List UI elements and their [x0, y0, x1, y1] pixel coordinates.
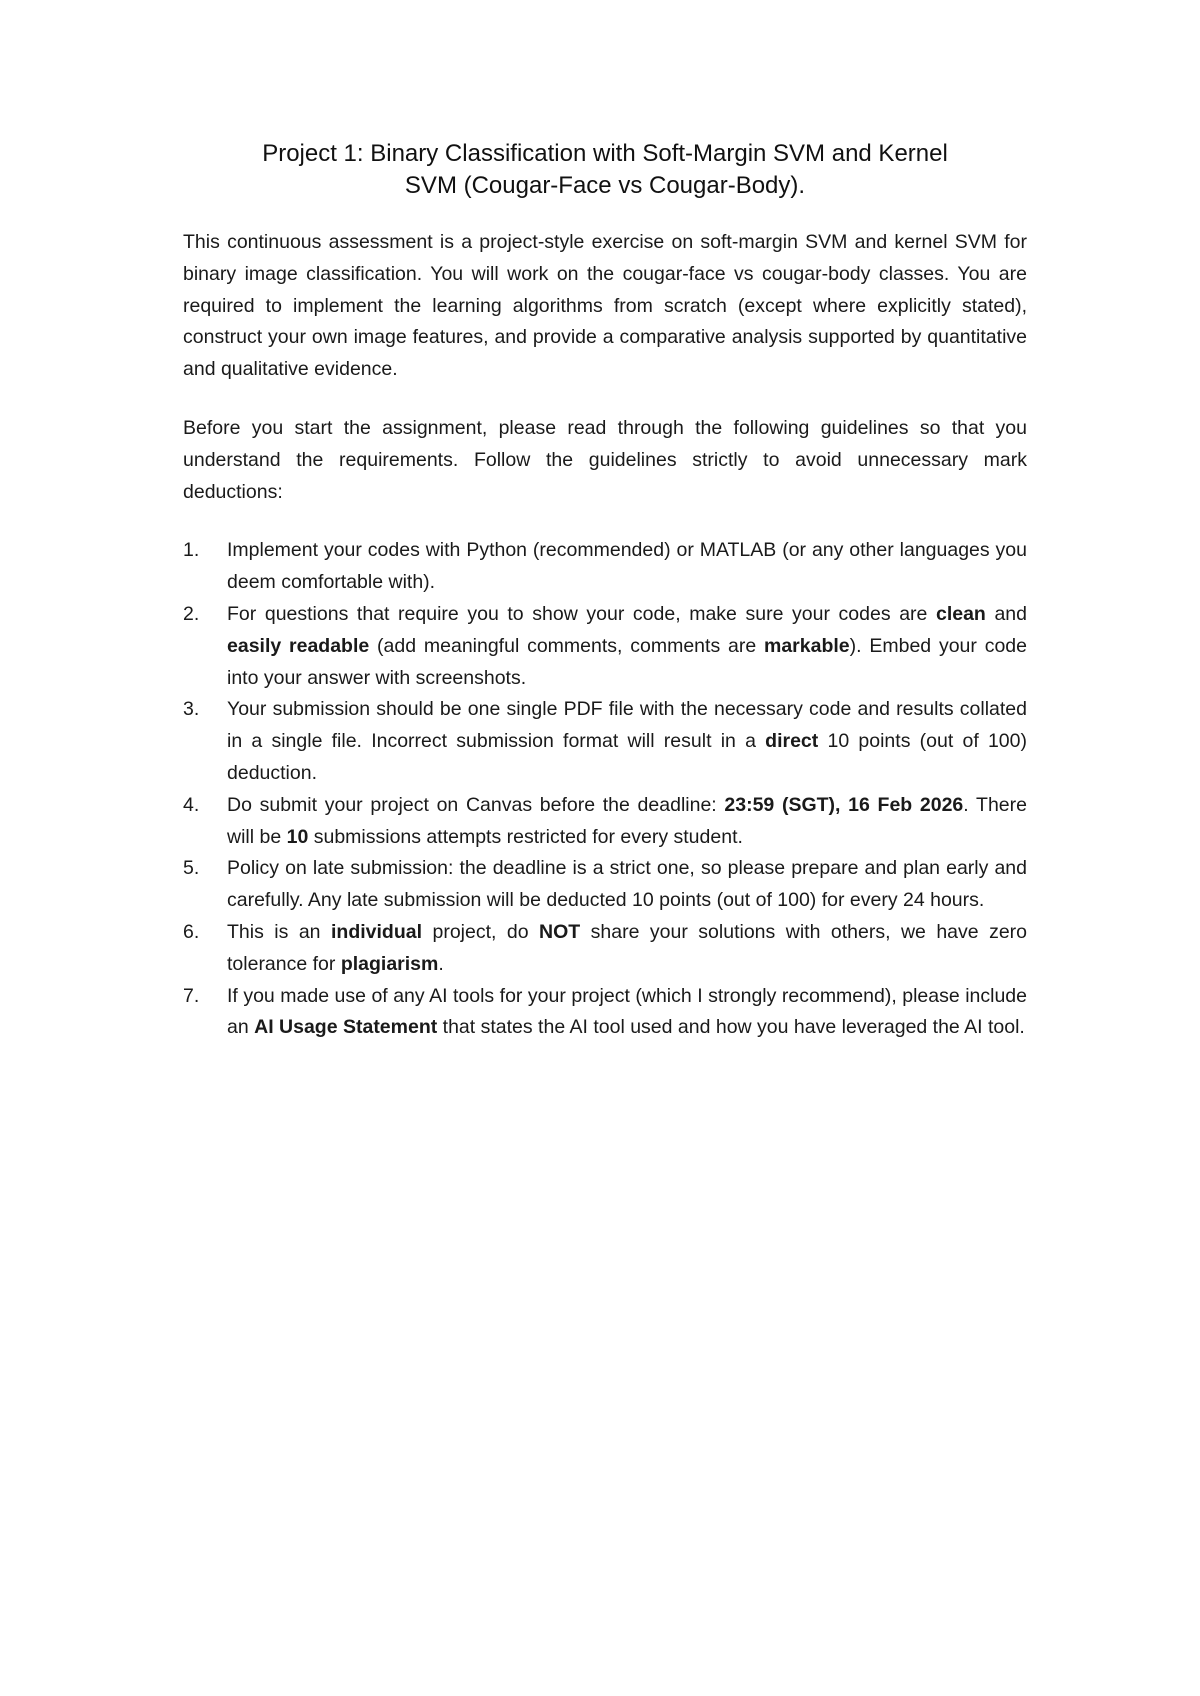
item-text: Policy on late submission: the deadline is a strict one, so please prepare and plan early and carefully. Any late submission will be deducted 10 points (out of 100) for every 24 hours.	[227, 857, 1027, 912]
title-line-2: SVM (Cougar-Face vs Cougar-Body).	[404, 172, 806, 199]
item-text: ). Embed your code into your answer with screenshots.	[227, 634, 1027, 689]
emphasis-not: NOT	[539, 920, 581, 943]
item-text: Your submission should be one single PDF file with the necessary code and results collated in a single file. Incorrect submission format will result in a	[227, 698, 1027, 753]
emphasis-markable: markable	[764, 634, 850, 657]
guidelines-intro-paragraph: Before you start the assignment, please read through the following guidelines so that you understand the requirements. Follow the guidelines strictly to avoid unnecessary mark deductions:	[183, 416, 1027, 503]
item-text: project, do	[422, 920, 540, 943]
item-number: 4.	[183, 793, 200, 816]
guideline-item-4	[183, 790, 1027, 854]
document-page	[183, 138, 1027, 1044]
item-number: 7.	[183, 984, 200, 1007]
guideline-item-6	[183, 917, 1027, 981]
item-text: If you made use of any AI tools for your project (which I strongly recommend), please include an	[227, 984, 1027, 1039]
emphasis-attempts: 10	[286, 825, 309, 848]
title-line-1: Project 1: Binary Classification with Soft-Margin SVM and Kernel	[262, 140, 948, 167]
item-text: submissions attempts restricted for every student.	[308, 825, 743, 848]
intro-paragraph: This continuous assessment is a project-style exercise on soft-margin SVM and kernel SVM for binary image classification. You will work on the cougar-face vs cougar-body classes. You are required to implement the learning algorithms from scratch (except where explicitly stated), construct your own image features, and provide a comparative analysis supported by quantitative and qualitative evidence.	[183, 231, 1027, 381]
document-title	[183, 138, 1027, 202]
item-number: 5.	[183, 857, 200, 880]
emphasis-easily-readable: easily readable	[227, 634, 370, 657]
guideline-item-7	[183, 981, 1027, 1045]
item-text: For questions that require you to show your code, make sure your codes are	[227, 602, 936, 625]
item-number: 6.	[183, 920, 200, 943]
item-number: 3.	[183, 698, 200, 721]
item-text: 10 points (out of 100) deduction.	[227, 730, 1027, 784]
guideline-item-2	[183, 599, 1027, 694]
emphasis-ai-usage-statement: AI Usage Statement	[254, 1016, 438, 1039]
item-number: 2.	[183, 602, 200, 625]
item-text: and	[985, 602, 1027, 625]
item-text: Implement your codes with Python (recommended) or MATLAB (or any other languages you deem comfortable with).	[227, 539, 1027, 594]
emphasis-clean: clean	[935, 602, 986, 625]
guideline-item-5	[183, 853, 1027, 917]
item-text: .	[438, 952, 444, 975]
item-text: that states the AI tool used and how you have leveraged the AI tool.	[437, 1016, 1025, 1039]
item-text: Do submit your project on Canvas before the deadline:	[227, 793, 725, 816]
guideline-item-3	[183, 694, 1027, 789]
guidelines-list	[183, 535, 1027, 1044]
emphasis-plagiarism: plagiarism	[340, 952, 439, 975]
item-text: . There will be	[227, 793, 1027, 848]
guideline-item-1	[183, 535, 1027, 599]
emphasis-deadline: 23:59 (SGT), 16 Feb 2026	[724, 793, 964, 816]
emphasis-individual: individual	[331, 920, 423, 943]
emphasis-direct: direct	[765, 730, 819, 753]
item-text: share your solutions with others, we have zero tolerance for	[227, 920, 1028, 975]
item-text: (add meaningful comments, comments are	[369, 634, 764, 657]
item-text: This is an	[227, 920, 331, 943]
item-number: 1.	[183, 539, 200, 562]
